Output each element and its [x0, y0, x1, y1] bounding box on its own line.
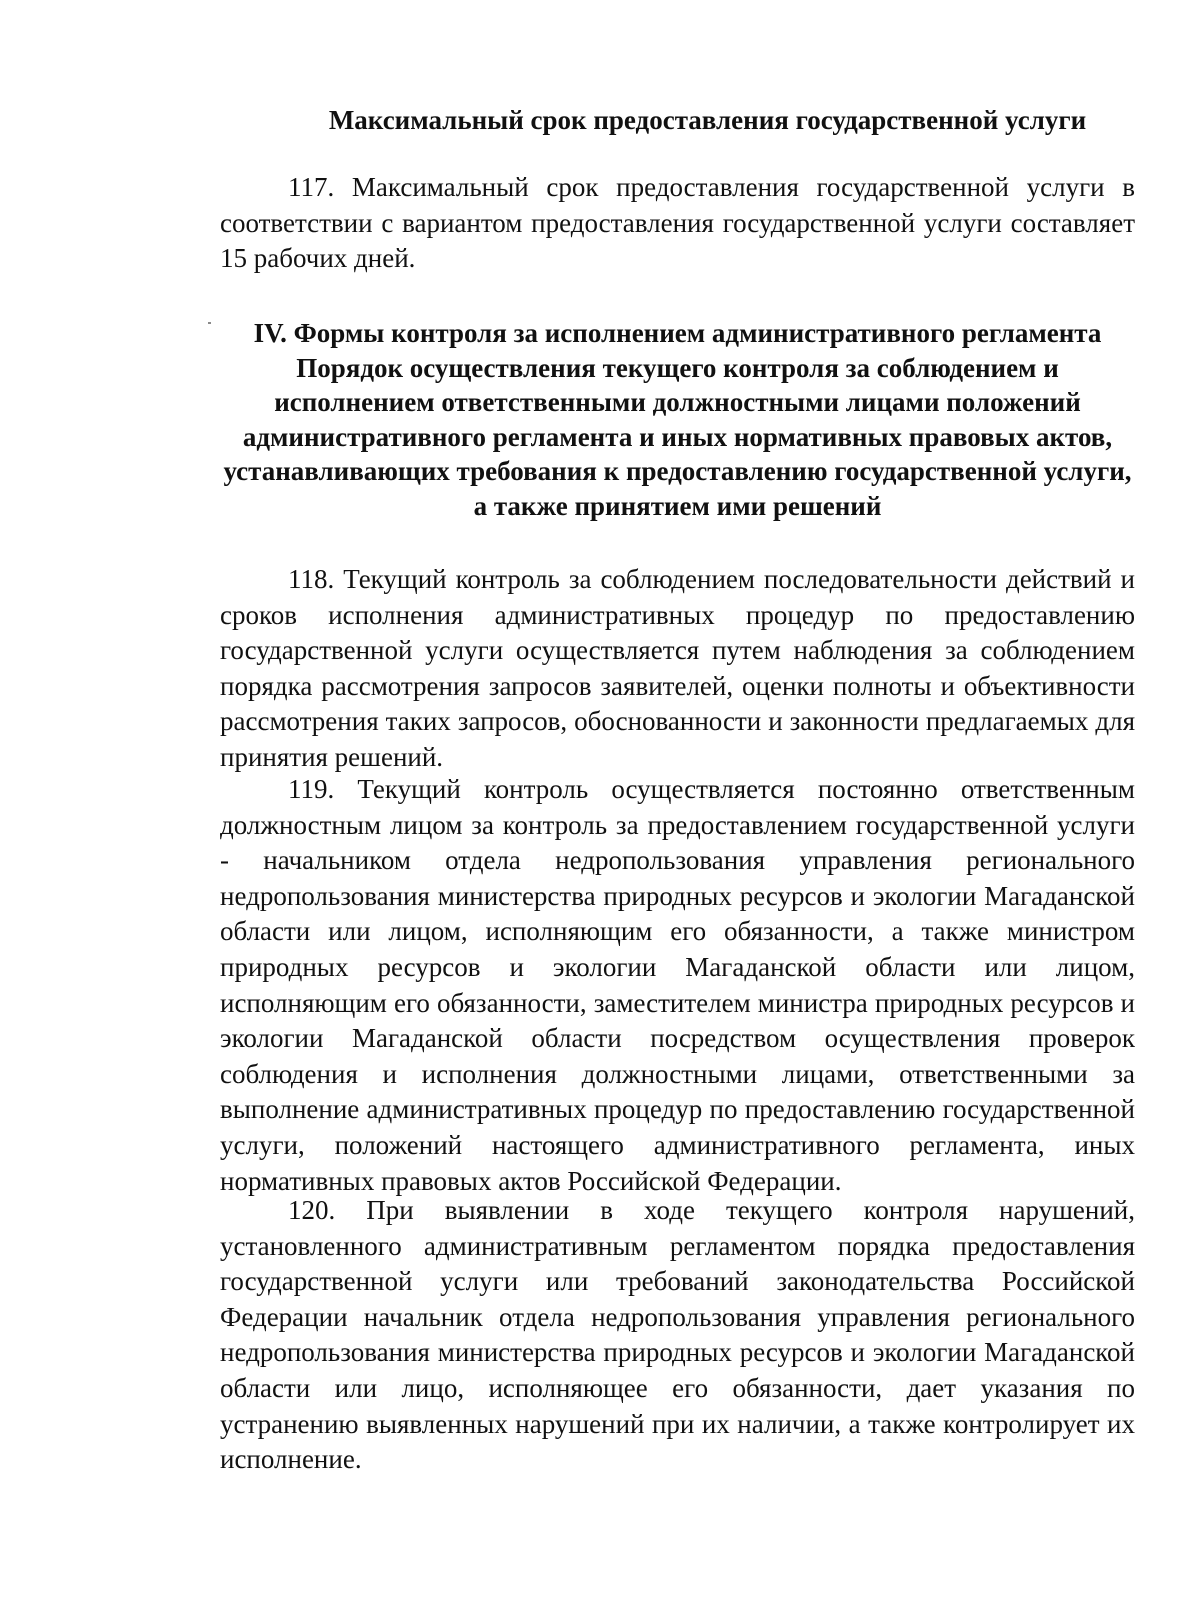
- scan-artifact-dot: [208, 322, 211, 324]
- paragraph-120: 120. При выявлении в ходе текущего контроля нарушений, установленного административным регламентом порядка предоставления государственной услуги или требований законодательства Российской Федерации начальник отдела недропользования управления регионального недропользования министерства природных ресурсов и экологии Магаданской области или лицо, исполняющее его обязанности, дает указания по устранению выявленных нарушений при их наличии, а также контролирует их исполнение.: [220, 1195, 1135, 1475]
- section-title-control-forms: IV. Формы контроля за исполнением административного регламента Порядок осуществления текущего контроля за соблюдением и исполнением ответственными должностными лицами положений административного регламента и иных нормативных правовых актов, устанавливающих требования к предоставлению государственной услуги, а также принятием ими решений: [223, 318, 1132, 521]
- paragraph-119: 119. Текущий контроль осуществляется постоянно ответственным должностным лицом за контроль за предоставлением государственной услуги - начальником отдела недропользования управления регионального недропользования министерства природных ресурсов и экологии Магаданской области или лицом, исполняющим его обязанности, а также министром природных ресурсов и экологии Магаданской области или лицом, исполняющим его обязанности, заместителем министра природных ресурсов и экологии Магаданской области посредством осуществления проверок соблюдения и исполнения должностными лицами, ответственными за выполнение административных процедур по предоставлению государственной услуги, положений настоящего административного регламента, иных нормативных правовых актов Российской Федерации.: [220, 774, 1135, 1196]
- paragraph-118: 118. Текущий контроль за соблюдением последовательности действий и сроков исполнения административных процедур по предоставлению государственной услуги осуществляется путем наблюдения за соблюдением порядка рассмотрения запросов заявителей, оценки полноты и объективности рассмотрения таких запросов, обоснованности и законности предлагаемых для принятия решений.: [220, 564, 1135, 772]
- paragraph-117: 117. Максимальный срок предоставления государственной услуги в соответствии с вариантом предоставления государственной услуги составляет 15 рабочих дней.: [220, 172, 1135, 274]
- section-title-max-term: Максимальный срок предоставления государственной услуги: [328, 105, 1087, 135]
